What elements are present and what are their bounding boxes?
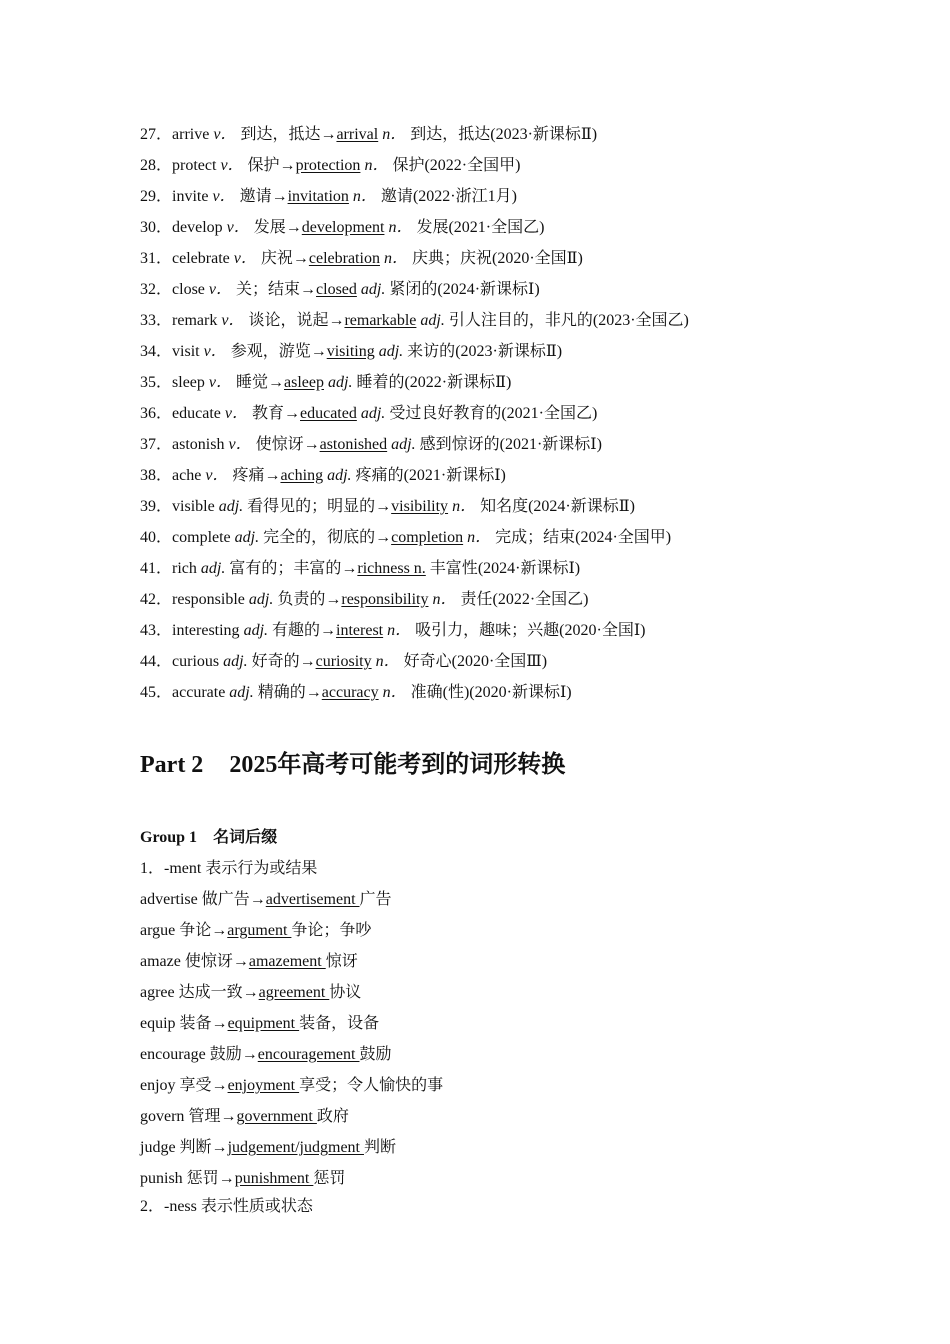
item-answer-pos: n． bbox=[428, 591, 457, 608]
derived-meaning: 享受；令人愉快的事 bbox=[299, 1077, 444, 1094]
item-meaning: 睡觉→ bbox=[232, 374, 285, 391]
item-word: celebrate bbox=[172, 250, 234, 267]
item-answer-meaning: 睡着的 bbox=[352, 374, 405, 391]
item-answer-meaning: 引人注目的，非凡的 bbox=[444, 312, 593, 329]
base-word: encourage bbox=[140, 1046, 210, 1063]
list-item bbox=[140, 1138, 396, 1158]
list-item bbox=[140, 497, 635, 517]
base-word: equip bbox=[140, 1015, 180, 1032]
derived-word: equipment bbox=[227, 1015, 300, 1032]
item-answer: development bbox=[301, 219, 385, 236]
list-item bbox=[140, 559, 580, 579]
derived-meaning: 政府 bbox=[316, 1108, 349, 1125]
list-item bbox=[140, 466, 506, 486]
base-meaning: 达成一致→ bbox=[178, 984, 259, 1001]
item-source: (2020·全国Ⅰ) bbox=[559, 622, 646, 639]
base-word: judge bbox=[140, 1139, 180, 1156]
item-answer-meaning: 感到惊讶的 bbox=[415, 436, 500, 453]
item-answer-pos: n． bbox=[378, 126, 407, 143]
item-source: (2022·新课标Ⅱ) bbox=[404, 374, 512, 391]
item-answer-pos: n． bbox=[383, 622, 412, 639]
item-number: 44． bbox=[140, 653, 173, 670]
item-meaning: 到达，抵达→ bbox=[236, 126, 337, 143]
derived-word: advertisement bbox=[265, 891, 360, 908]
subsection-ness: 2．-ness 表示性质或状态 bbox=[140, 1198, 313, 1215]
item-number: 45． bbox=[140, 684, 173, 701]
item-number: 29． bbox=[140, 188, 173, 205]
item-source: (2024·新课标Ⅰ) bbox=[477, 560, 581, 577]
item-number: 34． bbox=[140, 343, 173, 360]
item-source: (2023·全国乙) bbox=[592, 312, 689, 329]
derived-meaning: 鼓励 bbox=[359, 1046, 392, 1063]
item-answer: richness n. bbox=[357, 560, 426, 577]
item-number: 37． bbox=[140, 436, 173, 453]
item-meaning: 邀请→ bbox=[235, 188, 288, 205]
item-source: (2024·新课标Ⅱ) bbox=[528, 498, 635, 515]
item-word: educate bbox=[172, 405, 225, 422]
base-meaning: 做广告→ bbox=[201, 891, 266, 908]
base-meaning: 装备→ bbox=[179, 1015, 228, 1032]
base-meaning: 争论→ bbox=[179, 922, 228, 939]
derived-meaning: 判断 bbox=[363, 1139, 396, 1156]
item-answer-meaning: 邀请 bbox=[376, 188, 413, 205]
item-number: 32． bbox=[140, 281, 173, 298]
list-item bbox=[140, 652, 547, 672]
item-answer-pos: adj. bbox=[356, 405, 386, 422]
item-answer-meaning: 准确(性) bbox=[406, 684, 470, 701]
list-item bbox=[140, 435, 602, 455]
item-pos: v． bbox=[228, 436, 252, 453]
derived-meaning: 惊讶 bbox=[325, 953, 358, 970]
item-answer: interest bbox=[336, 622, 384, 639]
item-answer-pos: adj. bbox=[416, 312, 445, 329]
item-answer-pos: n． bbox=[384, 219, 413, 236]
item-pos: adj. bbox=[234, 529, 260, 546]
item-meaning: 关；结束→ bbox=[232, 281, 317, 298]
base-word: amaze bbox=[140, 953, 185, 970]
item-answer-pos: adj. bbox=[323, 467, 352, 484]
base-word: govern bbox=[140, 1108, 189, 1125]
item-answer-meaning: 紧闭的 bbox=[385, 281, 438, 298]
item-source: (2024·新课标Ⅰ) bbox=[437, 281, 540, 298]
base-word: advertise bbox=[140, 891, 202, 908]
item-pos: adj. bbox=[218, 498, 244, 515]
item-number: 36． bbox=[140, 405, 173, 422]
item-pos: v． bbox=[208, 374, 232, 391]
derived-word: government bbox=[236, 1108, 317, 1125]
item-answer-meaning: 疼痛的 bbox=[351, 467, 404, 484]
derived-word: judgement/judgment bbox=[227, 1139, 364, 1156]
item-pos: v． bbox=[212, 188, 236, 205]
item-source: (2020·全国Ⅱ) bbox=[491, 250, 583, 267]
item-answer-meaning: 完成；结束 bbox=[491, 529, 576, 546]
item-answer-meaning: 受过良好教育的 bbox=[385, 405, 502, 422]
item-pos: v． bbox=[233, 250, 257, 267]
list-item bbox=[140, 249, 583, 269]
derived-meaning: 装备，设备 bbox=[299, 1015, 380, 1032]
list-item bbox=[140, 187, 517, 207]
list-item bbox=[140, 280, 540, 300]
item-meaning: 使惊讶→ bbox=[251, 436, 320, 453]
item-word: protect bbox=[172, 157, 221, 174]
item-word: responsible bbox=[172, 591, 249, 608]
item-pos: v． bbox=[221, 312, 245, 329]
list-item bbox=[140, 311, 689, 331]
base-meaning: 管理→ bbox=[188, 1108, 237, 1125]
item-meaning: 发展→ bbox=[249, 219, 302, 236]
list-item bbox=[140, 528, 671, 548]
item-pos: v． bbox=[224, 405, 248, 422]
base-word: argue bbox=[140, 922, 180, 939]
item-pos: adj. bbox=[229, 684, 254, 701]
list-item bbox=[140, 983, 361, 1003]
item-answer: asleep bbox=[284, 374, 324, 391]
subsection-ment: 1．-ment 表示行为或结果 bbox=[140, 860, 318, 877]
item-word: close bbox=[172, 281, 209, 298]
part2-heading bbox=[140, 744, 565, 779]
derived-word: encouragement bbox=[257, 1046, 360, 1063]
item-answer-pos: adj. bbox=[387, 436, 416, 453]
item-number: 42． bbox=[140, 591, 173, 608]
item-word: ache bbox=[172, 467, 206, 484]
item-answer: visibility bbox=[391, 498, 449, 515]
item-meaning: 富有的；丰富的→ bbox=[225, 560, 358, 577]
item-number: 30． bbox=[140, 219, 173, 236]
item-meaning: 谈论，说起→ bbox=[244, 312, 345, 329]
item-word: accurate bbox=[172, 684, 230, 701]
derived-word: amazement bbox=[248, 953, 326, 970]
item-answer-meaning: 责任 bbox=[456, 591, 493, 608]
list-item bbox=[140, 1076, 443, 1096]
list-item bbox=[140, 1107, 349, 1127]
list-item bbox=[140, 156, 520, 176]
item-source: (2020·新课标Ⅰ) bbox=[469, 684, 572, 701]
item-meaning: 保护→ bbox=[243, 157, 296, 174]
base-word: enjoy bbox=[140, 1077, 180, 1094]
list-item bbox=[140, 952, 358, 972]
item-answer: astonished bbox=[319, 436, 388, 453]
item-source: (2024·全国甲) bbox=[575, 529, 672, 546]
base-meaning: 使惊讶→ bbox=[184, 953, 249, 970]
item-number: 43． bbox=[140, 622, 173, 639]
item-word: complete bbox=[172, 529, 235, 546]
item-answer-meaning: 知名度 bbox=[476, 498, 529, 515]
item-meaning: 负责的→ bbox=[273, 591, 342, 608]
item-word: astonish bbox=[172, 436, 229, 453]
item-answer-pos: adj. bbox=[324, 374, 353, 391]
list-item bbox=[140, 890, 392, 910]
item-word: visible bbox=[172, 498, 219, 515]
item-answer: invitation bbox=[287, 188, 349, 205]
group-label: Group 1 bbox=[140, 829, 198, 846]
item-answer-pos: n． bbox=[371, 653, 400, 670]
list-item bbox=[140, 590, 589, 610]
list-item bbox=[140, 683, 572, 703]
item-source: (2022·全国甲) bbox=[424, 157, 521, 174]
item-answer: celebration bbox=[308, 250, 380, 267]
item-answer-pos: adj. bbox=[374, 343, 404, 360]
derived-meaning: 协议 bbox=[329, 984, 362, 1001]
item-meaning: 有趣的→ bbox=[268, 622, 337, 639]
list-item bbox=[140, 1014, 379, 1034]
item-answer-pos: n． bbox=[378, 684, 407, 701]
item-source: (2023·新课标Ⅱ) bbox=[490, 126, 598, 143]
item-answer: visiting bbox=[326, 343, 375, 360]
item-pos: v． bbox=[203, 343, 227, 360]
item-pos: adj. bbox=[200, 560, 226, 577]
item-pos: v． bbox=[213, 126, 237, 143]
item-source: (2022·全国乙) bbox=[492, 591, 589, 608]
derived-word: enjoyment bbox=[227, 1077, 300, 1094]
item-answer: remarkable bbox=[344, 312, 417, 329]
list-item bbox=[140, 125, 597, 145]
base-meaning: 判断→ bbox=[179, 1139, 228, 1156]
item-meaning: 庆祝→ bbox=[256, 250, 309, 267]
item-meaning: 完全的，彻底的→ bbox=[259, 529, 392, 546]
item-answer-pos: n． bbox=[448, 498, 477, 515]
item-number: 28． bbox=[140, 157, 173, 174]
item-pos: v． bbox=[208, 281, 232, 298]
item-answer: arrival bbox=[336, 126, 379, 143]
item-number: 33． bbox=[140, 312, 173, 329]
item-source: (2021·新课标Ⅰ) bbox=[499, 436, 602, 453]
part2-title: 2025年高考可能考到的词形转换 bbox=[229, 752, 566, 778]
item-pos: v． bbox=[226, 219, 250, 236]
item-answer: accuracy bbox=[321, 684, 379, 701]
item-number: 27． bbox=[140, 126, 173, 143]
item-pos: adj. bbox=[243, 622, 269, 639]
item-source: (2020·全国Ⅲ) bbox=[451, 653, 548, 670]
item-answer: protection bbox=[295, 157, 361, 174]
item-meaning: 精确的→ bbox=[253, 684, 322, 701]
group-heading bbox=[140, 828, 277, 848]
list-item bbox=[140, 218, 544, 238]
item-answer-meaning: 丰富性 bbox=[425, 560, 478, 577]
item-number: 39． bbox=[140, 498, 173, 515]
base-meaning: 鼓励→ bbox=[209, 1046, 258, 1063]
derived-word: agreement bbox=[258, 984, 330, 1001]
list-item bbox=[140, 1169, 345, 1189]
item-word: interesting bbox=[172, 622, 244, 639]
item-word: arrive bbox=[172, 126, 214, 143]
item-meaning: 看得见的；明显的→ bbox=[243, 498, 392, 515]
item-answer-meaning: 庆典；庆祝 bbox=[407, 250, 492, 267]
item-number: 38． bbox=[140, 467, 173, 484]
item-answer-pos: n． bbox=[463, 529, 492, 546]
base-meaning: 惩罚→ bbox=[186, 1170, 235, 1187]
item-answer-meaning: 吸引力，趣味；兴趣 bbox=[411, 622, 560, 639]
item-pos: adj. bbox=[223, 653, 248, 670]
derived-meaning: 争论；争吵 bbox=[291, 922, 372, 939]
item-answer-pos: adj. bbox=[356, 281, 386, 298]
item-number: 41． bbox=[140, 560, 173, 577]
derived-meaning: 广告 bbox=[359, 891, 392, 908]
item-source: (2021·全国乙) bbox=[501, 405, 598, 422]
list-item bbox=[140, 342, 562, 362]
item-word: visit bbox=[172, 343, 204, 360]
list-item bbox=[140, 921, 371, 941]
part2-label: Part 2 bbox=[140, 752, 204, 778]
list-item bbox=[140, 373, 511, 393]
item-answer-meaning: 到达，抵达 bbox=[406, 126, 491, 143]
item-meaning: 教育→ bbox=[247, 405, 300, 422]
item-answer: closed bbox=[316, 281, 357, 298]
derived-word: punishment bbox=[234, 1170, 314, 1187]
item-meaning: 疼痛→ bbox=[228, 467, 281, 484]
list-item bbox=[140, 621, 645, 641]
item-number: 40． bbox=[140, 529, 173, 546]
item-answer-meaning: 来访的 bbox=[403, 343, 456, 360]
item-number: 31． bbox=[140, 250, 173, 267]
item-pos: v． bbox=[205, 467, 229, 484]
item-answer: curiosity bbox=[315, 653, 372, 670]
item-answer-pos: n． bbox=[348, 188, 377, 205]
list-item bbox=[140, 404, 597, 424]
item-pos: v． bbox=[220, 157, 244, 174]
item-source: (2023·新课标Ⅱ) bbox=[455, 343, 563, 360]
item-answer-pos: n． bbox=[379, 250, 408, 267]
item-word: rich bbox=[172, 560, 201, 577]
item-word: develop bbox=[172, 219, 227, 236]
item-answer-meaning: 发展 bbox=[412, 219, 449, 236]
item-answer-pos: n． bbox=[360, 157, 389, 174]
item-answer-meaning: 好奇心 bbox=[399, 653, 452, 670]
item-answer-meaning: 保护 bbox=[388, 157, 425, 174]
item-source: (2021·新课标Ⅰ) bbox=[403, 467, 506, 484]
item-word: sleep bbox=[172, 374, 209, 391]
item-answer: completion bbox=[391, 529, 464, 546]
item-answer: responsibility bbox=[341, 591, 429, 608]
item-word: remark bbox=[172, 312, 222, 329]
base-meaning: 享受→ bbox=[179, 1077, 228, 1094]
item-meaning: 好奇的→ bbox=[247, 653, 316, 670]
item-answer: educated bbox=[300, 405, 357, 422]
item-answer: aching bbox=[280, 467, 324, 484]
item-source: (2021·全国乙) bbox=[448, 219, 545, 236]
item-word: curious bbox=[172, 653, 224, 670]
list-item bbox=[140, 1045, 392, 1065]
item-source: (2022·浙江1月) bbox=[412, 188, 517, 205]
item-pos: adj. bbox=[248, 591, 274, 608]
base-word: punish bbox=[140, 1170, 187, 1187]
item-meaning: 参观，游览→ bbox=[226, 343, 327, 360]
group-title: 名词后缀 bbox=[213, 829, 278, 846]
base-word: agree bbox=[140, 984, 179, 1001]
derived-meaning: 惩罚 bbox=[313, 1170, 346, 1187]
derived-word: argument bbox=[227, 922, 292, 939]
item-number: 35． bbox=[140, 374, 173, 391]
item-word: invite bbox=[172, 188, 213, 205]
